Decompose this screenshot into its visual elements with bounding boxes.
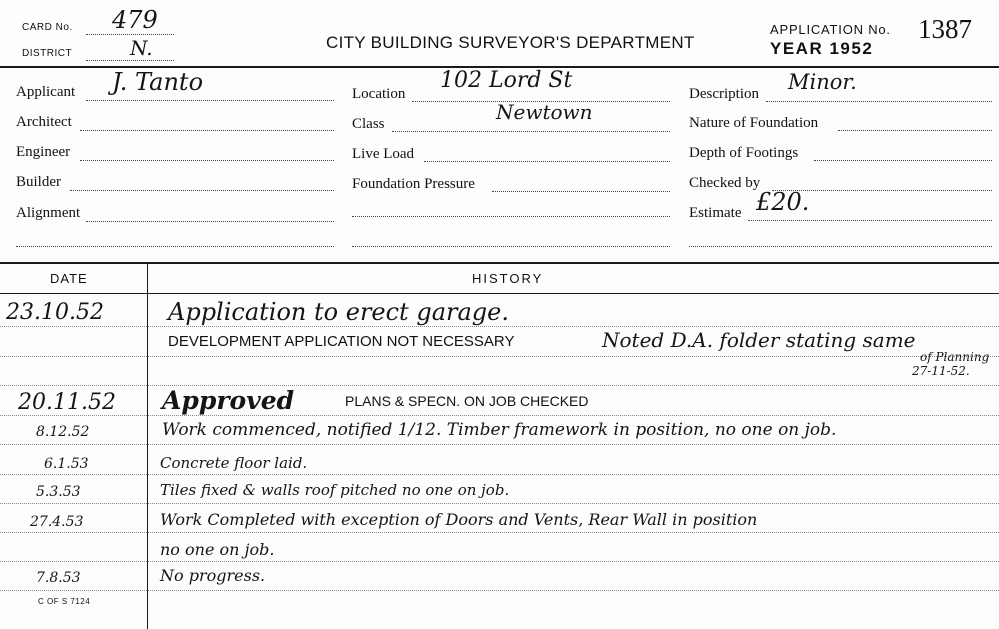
history-row-date: 27.4.53 (30, 514, 84, 530)
location-value: 102 Lord St (440, 68, 573, 93)
history-row-note-date: 27-11-52. (912, 364, 970, 378)
form-code: C OF S 7124 (38, 597, 91, 606)
history-row-stamp: DEVELOPMENT APPLICATION NOT NECESSARY (168, 333, 515, 350)
district-label: DISTRICT (22, 48, 73, 59)
date-column-divider (147, 262, 148, 629)
history-row-stamp: PLANS & SPECN. ON JOB CHECKED (345, 393, 589, 409)
builder-line (70, 190, 334, 191)
depth-of-footings-label: Depth of Footings (689, 145, 799, 161)
history-line-4 (0, 415, 999, 416)
class-line (392, 131, 670, 132)
foundation-pressure-label: Foundation Pressure (352, 176, 475, 192)
estimate-value: £20. (756, 188, 810, 216)
foundation-pressure-line (492, 191, 670, 192)
location-label: Location (352, 86, 406, 102)
history-line-7 (0, 503, 999, 504)
history-line-8 (0, 532, 999, 533)
applicant-label: Applicant (16, 84, 76, 100)
department-title: CITY BUILDING SURVEYOR'S DEPARTMENT (326, 33, 695, 52)
history-row-note-2: of Planning (920, 350, 990, 364)
card-number-line (86, 34, 174, 35)
history-row-entry: Work Completed with exception of Doors and Vents, Rear Wall in position (160, 510, 758, 529)
history-line-3 (0, 385, 999, 386)
history-row-note: Noted D.A. folder stating same (602, 328, 916, 352)
nature-of-foundation-label: Nature of Foundation (689, 115, 819, 131)
history-row-date: 6.1.53 (44, 456, 89, 472)
applicant-line (86, 100, 334, 101)
history-row-entry: Approved (162, 386, 295, 415)
applicant-value: J. Tanto (112, 68, 204, 96)
date-column-header: DATE (50, 271, 88, 286)
estimate-line (748, 220, 992, 221)
history-row-date: 5.3.53 (36, 484, 81, 500)
application-number: 1387 (918, 14, 972, 44)
history-row-entry: Application to erect garage. (168, 298, 509, 326)
history-row-entry: Work commenced, notified 1/12. Timber framework in position, no one on job. (162, 420, 837, 440)
architect-label: Architect (16, 114, 72, 130)
card-number-value: 479 (112, 6, 158, 34)
description-label: Description (689, 86, 759, 102)
mid-extra-line-2 (352, 246, 670, 247)
history-row-entry: Tiles fixed & walls roof pitched no one on job. (160, 481, 510, 499)
district-line (86, 60, 174, 61)
history-line-5 (0, 444, 999, 445)
district-value: N. (130, 36, 153, 60)
year-label: YEAR 1952 (770, 39, 874, 58)
history-row-date: 8.12.52 (36, 424, 90, 440)
architect-line (80, 130, 334, 131)
checked-by-label: Checked by (689, 175, 761, 191)
card-number-label: CARD No. (22, 22, 73, 33)
depth-of-footings-line (814, 160, 992, 161)
live-load-line (424, 161, 670, 162)
history-line-2 (0, 356, 999, 357)
right-extra-line (689, 246, 992, 247)
left-extra-line (16, 246, 334, 247)
history-row-entry: Concrete floor laid. (160, 454, 308, 472)
mid-extra-line-1 (352, 216, 670, 217)
history-column-header: HISTORY (472, 271, 544, 286)
history-row-date: 23.10.52 (6, 300, 104, 325)
history-row-date: 20.11.52 (18, 390, 116, 415)
history-row-entry: No progress. (160, 566, 266, 585)
description-value: Minor. (788, 70, 857, 94)
history-line-1 (0, 326, 999, 327)
class-label: Class (352, 116, 385, 132)
history-line-6 (0, 474, 999, 475)
live-load-label: Live Load (352, 146, 415, 162)
history-top-rule (0, 262, 999, 264)
alignment-line (86, 221, 334, 222)
nature-of-foundation-line (838, 130, 992, 131)
estimate-label: Estimate (689, 205, 742, 221)
description-line (766, 101, 992, 102)
history-line-10 (0, 590, 999, 591)
application-number-label: APPLICATION No. (770, 22, 891, 37)
location-value-2: Newtown (496, 100, 593, 124)
history-header-rule (0, 293, 999, 294)
history-row-date: 7.8.53 (36, 570, 81, 586)
engineer-line (80, 160, 334, 161)
engineer-label: Engineer (16, 144, 71, 160)
builder-label: Builder (16, 174, 61, 190)
alignment-label: Alignment (16, 205, 81, 221)
history-row-entry-continued: no one on job. (160, 540, 275, 559)
history-line-9 (0, 561, 999, 562)
